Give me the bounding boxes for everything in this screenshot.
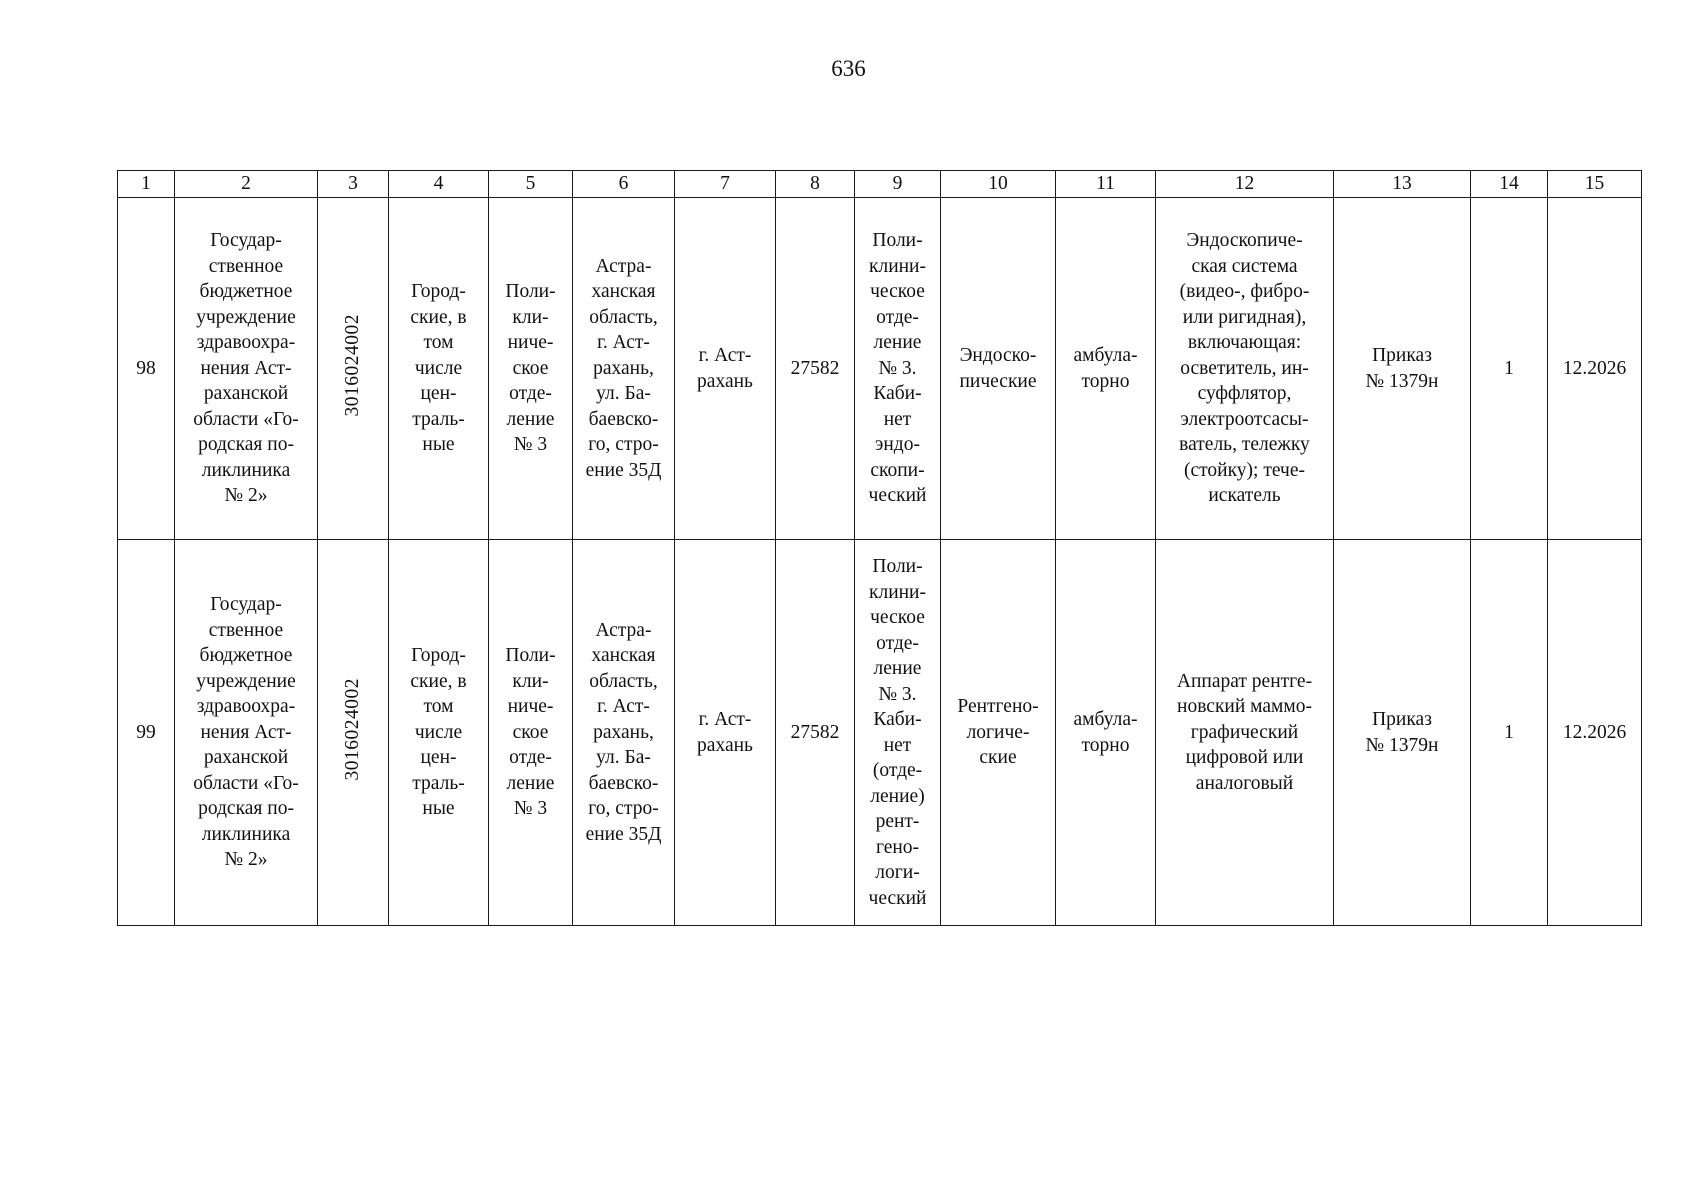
- equipment-cell: [1156, 540, 1334, 926]
- cell-text: Эндоско- пические: [959, 345, 1037, 392]
- cell-text: 12.2026: [1562, 357, 1627, 379]
- column-number-header: 13: [1334, 171, 1471, 198]
- unit-cell: [855, 540, 941, 926]
- column-number-header: 5: [489, 171, 573, 198]
- cell-text: 27582: [790, 357, 840, 379]
- profile-cell: [941, 198, 1056, 540]
- document-table: [117, 170, 1642, 926]
- organization-name-cell: [175, 198, 318, 540]
- row-number-cell: [118, 198, 175, 540]
- cell-text: Город- ские, в том числе цен- траль- ные: [410, 645, 467, 820]
- cell-text: 1: [1504, 357, 1514, 379]
- equipment-cell: [1156, 198, 1334, 540]
- quantity-cell: [1471, 540, 1548, 926]
- address-cell: [573, 198, 675, 540]
- cell-text: амбула- торно: [1073, 709, 1138, 756]
- cell-text: 1: [1504, 721, 1514, 743]
- table-row: [118, 198, 1642, 540]
- row-number-cell: [118, 540, 175, 926]
- cell-text: Поли- кли- ниче- ское отде- ление № 3: [505, 645, 556, 820]
- column-number-header: 4: [389, 171, 489, 198]
- cell-text: 3016024002: [342, 677, 364, 780]
- cell-text: Поли- клини- ческое отде- ление № 3. Каби- нет эндо- скопи- ческий: [868, 230, 927, 507]
- profile-cell: [941, 540, 1056, 926]
- type-cell: [389, 198, 489, 540]
- cell-text: 12.2026: [1562, 721, 1627, 743]
- city-cell: [675, 540, 776, 926]
- column-number-header: 9: [855, 171, 941, 198]
- cell-text: Эндоскопиче- ская система (видео-, фибро- или ригидная), включающая: осветитель, ин- суффлятор, электроотсасы- ватель, тележку (стойку); тече- искатель: [1179, 230, 1310, 507]
- cell-text: Государ- ственное бюджетное учреждение здравоохра- нения Аст- раханской области «Го- родская по- ликлиника № 2»: [193, 230, 299, 507]
- column-number-header: 2: [175, 171, 318, 198]
- unit-cell: [855, 198, 941, 540]
- column-number-header: 12: [1156, 171, 1334, 198]
- table-header-row: [118, 171, 1642, 198]
- cell-text: Астра- ханская область, г. Аст- рахань, ул. Ба- баевско- го, стро- ение 35Д: [585, 255, 662, 481]
- number-cell: [776, 540, 855, 926]
- cell-text: 99: [136, 721, 156, 743]
- cell-text: Город- ские, в том числе цен- траль- ные: [410, 281, 467, 456]
- column-number-header: 7: [675, 171, 776, 198]
- cell-text: 3016024002: [342, 313, 364, 416]
- date-cell: [1548, 540, 1642, 926]
- cell-text: г. Аст- рахань: [697, 709, 753, 756]
- cell-text: амбула- торно: [1073, 345, 1138, 392]
- cell-text: Приказ № 1379н: [1365, 709, 1439, 756]
- column-number-header: 3: [318, 171, 389, 198]
- table-row: [118, 540, 1642, 926]
- page-number: 636: [831, 56, 866, 81]
- cell-text: Поли- кли- ниче- ское отде- ление № 3: [505, 281, 556, 456]
- department-cell: [489, 540, 573, 926]
- city-cell: [675, 198, 776, 540]
- order-cell: [1334, 540, 1471, 926]
- cell-text: Рентгено- логиче- ские: [957, 696, 1039, 769]
- column-number-header: 10: [941, 171, 1056, 198]
- number-cell: [776, 198, 855, 540]
- cell-text: Приказ № 1379н: [1365, 345, 1439, 392]
- cell-text: Аппарат рентге- новский маммо- графический цифровой или аналоговый: [1176, 670, 1313, 794]
- cell-text: Астра- ханская область, г. Аст- рахань, ул. Ба- баевско- го, стро- ение 35Д: [585, 619, 662, 845]
- department-cell: [489, 198, 573, 540]
- quantity-cell: [1471, 198, 1548, 540]
- column-number-header: 14: [1471, 171, 1548, 198]
- cell-text: Поли- клини- ческое отде- ление № 3. Каби- нет (отде- ление) рент- гено- логи- ческий: [868, 556, 927, 909]
- cell-text: 98: [136, 357, 156, 379]
- address-cell: [573, 540, 675, 926]
- cell-text: г. Аст- рахань: [697, 345, 753, 392]
- organization-name-cell: [175, 540, 318, 926]
- order-cell: [1334, 198, 1471, 540]
- column-number-header: 1: [118, 171, 175, 198]
- column-number-header: 11: [1056, 171, 1156, 198]
- date-cell: [1548, 198, 1642, 540]
- cell-text: Государ- ственное бюджетное учреждение здравоохра- нения Аст- раханской области «Го- родская по- ликлиника № 2»: [193, 594, 299, 871]
- code-cell: [318, 540, 389, 926]
- type-cell: [389, 540, 489, 926]
- column-number-header: 8: [776, 171, 855, 198]
- code-cell: [318, 198, 389, 540]
- care-mode-cell: [1056, 198, 1156, 540]
- care-mode-cell: [1056, 540, 1156, 926]
- column-number-header: 6: [573, 171, 675, 198]
- cell-text: 27582: [790, 721, 840, 743]
- column-number-header: 15: [1548, 171, 1642, 198]
